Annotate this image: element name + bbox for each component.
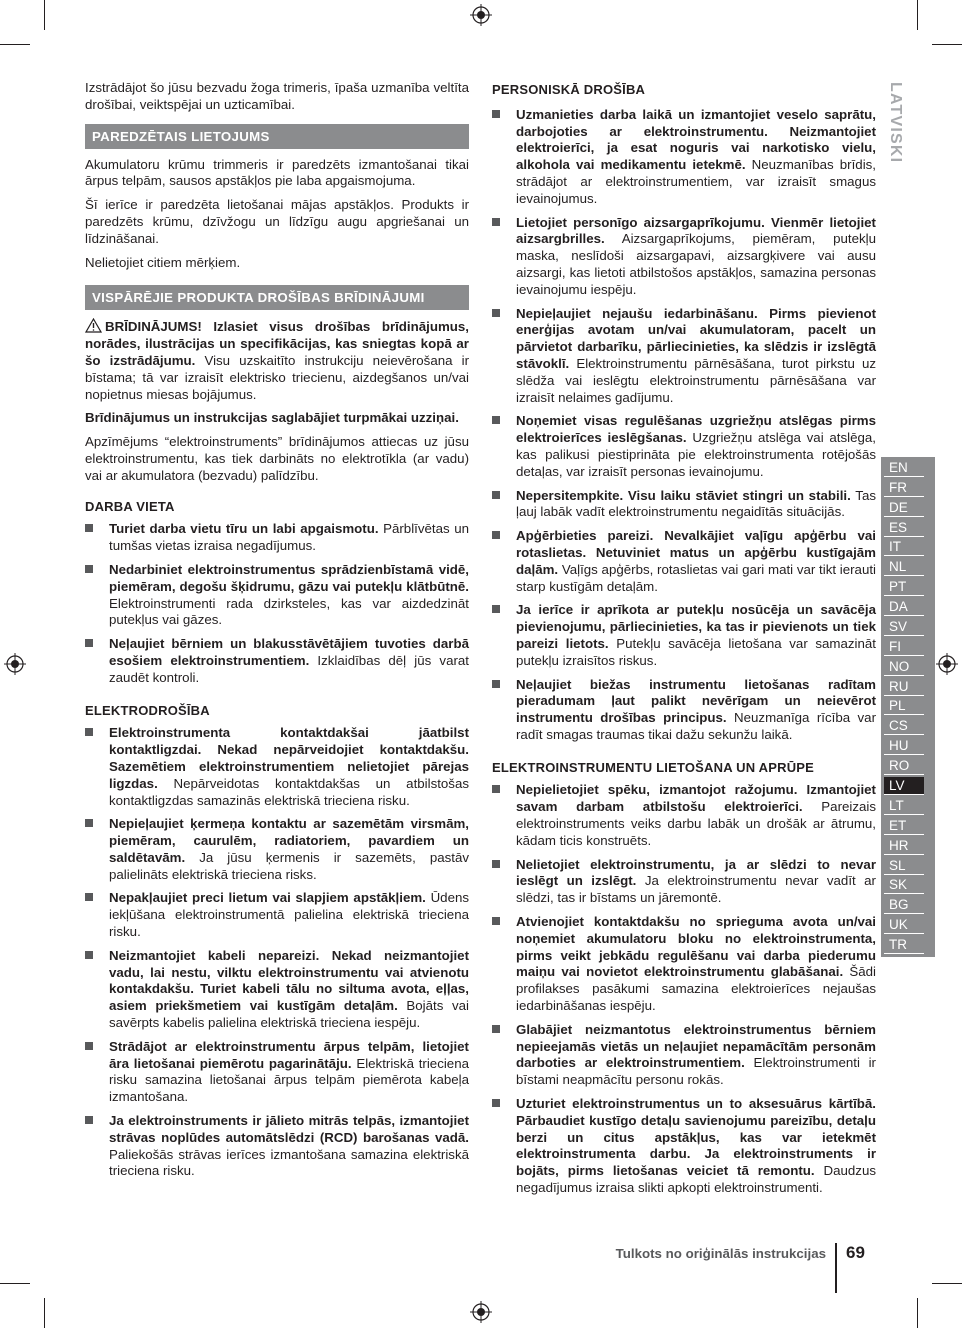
item-text: Neuzmanīga rīcība var radīt smagas traumas tikai dažu sekunžu laikā.	[516, 710, 876, 742]
item-bold: Neizmantojiet kabeli nepareizi. Nekad neizmantojiet vadu, lai nestu, vilktu elektroinstrumentu vai atvienotu kontakdakšu. Turiet kabeli tālu no siltuma avota, eļļas, asiem priekšmetiem vai kustīgām detaļām.	[109, 947, 469, 1014]
right-column	[492, 80, 876, 1204]
use-and-care-list	[492, 782, 876, 1196]
registration-mark-icon	[4, 653, 26, 675]
bullet-square-icon	[492, 917, 500, 925]
language-tab[interactable]: LT	[884, 797, 924, 815]
bullet-square-icon	[85, 728, 93, 736]
bullet-square-icon	[492, 605, 500, 613]
section-heading-personal-safety: PERSONISKĀ DROŠĪBA	[492, 82, 646, 97]
list-item	[492, 1096, 876, 1197]
item-text: Elektroinstrumentu pārnēsāšana, turot pirkstu uz slēdža vai ieslēgtu elektroinstrumentu pārnēsāšana var izraisīt nelaimes gadījumu.	[516, 355, 876, 405]
list-item	[492, 677, 876, 744]
item-text: Pārblīvētas un tumšas vietas izraisa negadījumus.	[109, 521, 469, 554]
item-bold: Atvienojiet kontaktdakšu no sprieguma avota un/vai noņemiet akumulatoru bloku no elektroinstrumenta, pirms veikt jebkādu regulēšanu vai darba piederumu maiņu vai novietot elektroinstrumentu glabāšanai.	[516, 914, 876, 980]
bullet-square-icon	[492, 860, 500, 868]
bullet-square-icon	[85, 951, 93, 959]
item-bold: Uzmanieties darba laikā un izmantojiet veselo saprātu, darbojoties ar elektroinstrumentu. Neizmantojiet elektroierīci, ja esat noguris vai narkotisko vielu, alkohola vai medikamentu ietekmē.	[516, 106, 876, 173]
item-text: Uzgriežņu atslēga vai atslēga, kas palikusi piestiprināta pie elektroinstrumenta rotējošās detaļas, var izraisīt personas ievainojumu.	[516, 430, 876, 479]
list-item	[85, 1039, 469, 1106]
language-tab[interactable]: ES	[884, 519, 924, 537]
warning-bold-text: BRĪDINĀJUMS! Izlasiet visus drošības brīdinājumus, norādes, ilustrācijas un specifikācijas, kas sniegtas kopā ar šo izstrādājumu.	[85, 319, 469, 368]
bullet-square-icon	[492, 531, 500, 539]
work-area-list	[85, 521, 469, 686]
language-tab[interactable]: FI	[884, 638, 924, 656]
item-bold: Nepieļaujiet nejaušu iedarbināšanu. Pirms pievienot enerģijas avotam un/vai akumulatoram, pacelt un pārvietot darbarīku, pārliecinieties, ka slēdzis ir izslēgtā stāvoklī.	[516, 305, 876, 371]
bullet-square-icon	[492, 491, 500, 499]
item-bold: Elektroinstrumenta kontaktdakšai jāatbilst kontaktligzdai. Nekad nepārveidojiet kontaktdakšu. Sazemētiem elektroinstrumentiem nelietojiet pārejas ligzdas.	[109, 725, 469, 791]
bullet-square-icon	[85, 1116, 93, 1124]
item-text: Paliekošās strāvas ierīces izmantošana samazina elektriskā trieciena risku.	[109, 1146, 469, 1179]
section-heading-intended-use: PAREDZĒTAIS LIETOJUMS	[85, 124, 469, 149]
item-text: Tas ļauj labāk vadīt elektroinstrumentu negaidītās situācijās.	[516, 487, 876, 520]
language-tab[interactable]: CS	[884, 717, 924, 735]
item-bold: Apģērbieties pareizi. Nevalkājiet vaļīgu apģērbu vai rotaslietas. Netuviniet matus un apģērbu kustīgajām daļām.	[516, 528, 876, 577]
item-text: Pareizais elektroinstruments veiks darbu labāk un drošāk ar ātrumu, kādam ticis konstruēts.	[516, 799, 876, 848]
bullet-square-icon	[492, 680, 500, 688]
language-tab[interactable]: BG	[884, 896, 924, 914]
list-item	[85, 636, 469, 686]
item-text: Ja elektroinstrumentu nevar vadīt ar slēdzi, tas ir bīstams un jāremontē.	[516, 873, 876, 906]
language-tab[interactable]: SK	[884, 876, 924, 894]
bullet-square-icon	[492, 110, 500, 118]
language-tab[interactable]: DE	[884, 499, 924, 517]
language-tab[interactable]: UK	[884, 916, 924, 934]
registration-mark-icon	[470, 4, 492, 26]
warning-paragraph	[85, 318, 469, 403]
language-tab[interactable]: PT	[884, 578, 924, 596]
language-tab[interactable]: SV	[884, 618, 924, 636]
bullet-square-icon	[492, 416, 500, 424]
list-item	[492, 857, 876, 907]
intended-use-paragraph: Nelietojiet citiem mērķiem.	[85, 254, 241, 270]
item-bold: Nedarbiniet elektroinstrumentus sprādzienbīstamā vidē, piemēram, degošu šķidrumu, gāzu vai putekļu klātbūtnē.	[109, 561, 469, 594]
item-bold: Neļaujiet bērniem un blakusstāvētājiem tuvoties darbā esošiem elektroinstrumentiem.	[109, 636, 469, 668]
list-item	[492, 528, 876, 595]
language-tab[interactable]: EN	[884, 459, 924, 477]
warning-triangle-icon	[85, 318, 102, 333]
intro-paragraph: Izstrādājot šo jūsu bezvadu žoga trimeris, īpaša uzmanība veltīta drošībai, veiktspējai un uzticamībai.	[85, 80, 469, 112]
item-text: Putekļu savācēja lietošana var samazināt putekļu izraisītos riskus.	[516, 635, 876, 668]
item-bold: Lietojiet personīgo aizsargaprīkojumu. Vienmēr lietojiet aizsargbrilles.	[516, 214, 876, 247]
item-bold: Nepakļaujiet preci lietum vai slapjiem apstākļiem.	[109, 890, 426, 906]
registration-mark-icon	[470, 1301, 492, 1323]
item-bold: Strādājot ar elektroinstrumentu ārpus telpām, lietojiet āra lietošanai piemērotu pagarinātāju.	[109, 1038, 469, 1071]
language-tab[interactable]: PL	[884, 697, 924, 715]
intended-use-paragraph: Akumulatoru krūmu trimmeris ir paredzēts izmantošanai tikai ārpus telpām, sausos apstākļos pie laba apgaismojuma.	[85, 156, 469, 189]
list-item	[492, 306, 876, 407]
list-item	[492, 1022, 876, 1089]
item-bold: Turiet darba vietu tīru un labi apgaismotu.	[109, 521, 379, 537]
bullet-square-icon	[85, 639, 93, 647]
crop-mark	[0, 1283, 30, 1284]
section-heading-electrical: ELEKTRODROŠĪBA	[85, 702, 210, 718]
crop-mark	[932, 1283, 962, 1284]
list-item	[85, 521, 469, 555]
bullet-square-icon	[492, 218, 500, 226]
language-side-title	[882, 80, 912, 190]
bullet-square-icon	[85, 1042, 93, 1050]
bullet-square-icon	[85, 819, 93, 827]
language-tab[interactable]: RO	[884, 757, 924, 775]
bullet-square-icon	[492, 1099, 500, 1107]
item-bold: Glabājiet neizmantotus elektroinstrumentus bērniem nepieejamās vietās un neļaujiet nepamācītām personām darboties ar elektroinstrumentiem.	[516, 1021, 876, 1071]
item-bold: Nelietojiet elektroinstrumentu, ja ar slēdzi to nevar ieslēgt un izslēgt.	[516, 856, 876, 889]
side-title-text: LATVISKI	[887, 82, 904, 164]
section-heading-general-safety: VISPĀRĒJIE PRODUKTA DROŠĪBAS BRĪDINĀJUMI	[85, 285, 469, 310]
bullet-square-icon	[85, 893, 93, 901]
crop-mark	[932, 44, 962, 45]
definition-paragraph: Apzīmējums “elektroinstruments” brīdinājumos attiecas uz jūsu elektroinstrumentu, kas tiek darbināts no elektrotīkla (ar vadu) vai ar akumulatora (bezvadu) palīdzību.	[85, 434, 469, 483]
item-text: Bojāts vai savērpts kabelis palielina elektriskā trieciena iespēju.	[109, 998, 469, 1031]
language-tab[interactable]: IT	[884, 538, 924, 556]
list-item	[85, 948, 469, 1032]
item-bold: Ja elektroinstruments ir jālieto mitrās telpās, izmantojiet strāvas noplūdes automātslēdzi (RCD) barošanas vadā.	[109, 1113, 469, 1145]
language-tab[interactable]: NL	[884, 558, 924, 576]
item-text: Ja jūsu ķermenis ir sazemēts, pastāv palielināts elektriskā trieciena risks.	[109, 849, 469, 882]
bullet-square-icon	[85, 565, 93, 573]
crop-mark	[44, 0, 45, 30]
registration-mark-icon	[936, 653, 958, 675]
item-text: Aizsargaprīkojums, piemēram, putekļu maska, neslīdoši aizsargapavi, aizsargķivere vai ausu aizsargi, kas lietoti atbilstošos apstākļos, samazina personas ievainojumu iespēju.	[516, 231, 876, 297]
list-item	[492, 215, 876, 299]
list-item	[85, 816, 469, 883]
item-bold: Ja ierīce ir aprīkota ar putekļu nosūcēja un savācēja pievienojumu, pārliecinieties, ka tas ir pievienots un tiek pareizi lietots.	[516, 602, 876, 651]
item-bold: Uzturiet elektroinstrumentus un to aksesuārus kārtībā. Pārbaudiet kustīgo detaļu savienojumu pareizību, detaļu berzi un citus apstākļus, kas var ietekmēt elektroinstrumenta darbu. Ja elektroinstruments ir bojāts, pirms lietošanas veiciet tā remontu.	[516, 1096, 876, 1179]
crop-mark	[917, 0, 918, 30]
list-item	[492, 488, 876, 522]
item-text: Elektroinstrumenti ir bīstami neapmācītu personu rokās.	[516, 1055, 876, 1088]
item-text: Vaļīgs apģērbs, rotaslietas vai gari mati var tikt ierauti starp kustīgām detaļām.	[516, 561, 876, 594]
footer-translation-note: Tulkots no oriģinālās instrukcijas	[615, 1246, 826, 1261]
item-text: Neuzmanības brīdis, strādājot ar elektroinstrumentiem, var izraisīt smagus ievainojumus.	[516, 157, 876, 206]
language-tab[interactable]: ET	[884, 817, 924, 835]
list-item	[492, 602, 876, 669]
warning-text: Visu uzskaitīto instrukciju neievērošana ir bīstama; tā var izraisīt elektrisko triecienu, aizdegšanos un/vai nopietnus miesas bojājumus.	[85, 352, 470, 402]
bullet-square-icon	[492, 1025, 500, 1033]
bullet-square-icon	[492, 309, 500, 317]
item-text: Šādi profilakses pasākumi samazina elektroierīces nejaušas iedarbināšanas iespēju.	[516, 964, 877, 1014]
footer-divider	[835, 1243, 837, 1293]
item-bold: Nepersitempkite. Visu laiku stāviet stingri un stabili.	[516, 487, 851, 503]
left-column	[85, 80, 469, 1187]
list-item	[85, 562, 469, 629]
language-tab[interactable]: HR	[884, 837, 924, 855]
list-item	[492, 107, 876, 208]
intended-use-paragraph: Šī ierīce ir paredzēta lietošanai mājas apstākļos. Produkts ir paredzēts krūmu, dzīvžogu un līdzīgu augu apgriešanai un līdzināšanai.	[85, 197, 469, 246]
list-item	[85, 1113, 469, 1180]
list-item	[492, 413, 876, 480]
crop-mark	[44, 1298, 45, 1328]
item-text: Ūdens iekļūšana elektroinstrumentā palielina elektriskā trieciena risku.	[109, 890, 470, 940]
bullet-square-icon	[492, 785, 500, 793]
crop-mark	[0, 44, 30, 45]
item-text: Daudzus negadījumus izraisa slikti apkopti elektroinstrumenti.	[516, 1163, 876, 1196]
electrical-list	[85, 725, 469, 1180]
item-text: Nepārveidotas kontaktdakšas un atbilstošas kontaktligzdas samazinās elektriskā trieciena risku.	[109, 775, 469, 808]
bullet-square-icon	[85, 524, 93, 532]
page-number: 69	[846, 1243, 865, 1262]
section-heading-work-area: DARBA VIETA	[85, 498, 175, 514]
item-bold: Nepieļaujiet ķermeņa kontaktu ar sazemētām virsmām, piemēram, caurulēm, radiatoriem, pavardiem un saldētavām.	[109, 816, 469, 865]
list-item	[85, 725, 469, 809]
language-tab[interactable]: HU	[884, 737, 924, 755]
item-text: Elektroinstrumenti rada dzirksteles, kas var aizdedzināt putekļus vai gāzes.	[109, 595, 469, 628]
item-text: Izklaidības dēļ jūs varat zaudēt kontroli.	[109, 652, 469, 685]
list-item	[492, 914, 876, 1015]
section-heading-use-and-care: ELEKTROINSTRUMENTU LIETOŠANA UN APRŪPE	[492, 759, 815, 775]
language-tab[interactable]: DA	[884, 598, 924, 616]
item-bold: Noņemiet visas regulēšanas uzgriežņu atslēgas pirms elektroierīces ieslēgšanas.	[516, 413, 876, 446]
language-tab[interactable]: FR	[884, 479, 924, 497]
language-tab[interactable]: TR	[884, 936, 924, 954]
item-bold: Nepielietojiet spēku, izmantojot ražojumu. Izmantojiet savam darbam atbilstošu elektroierīci.	[516, 782, 876, 815]
list-item	[492, 782, 876, 849]
item-bold: Neļaujiet biežas instrumentu lietošanas radītam pieradumam ļaut palikt nevērīgam un neievērot instrumentu drošības principus.	[516, 676, 876, 726]
crop-mark	[917, 1298, 918, 1328]
language-tab[interactable]: SL	[884, 857, 924, 875]
personal-safety-list	[492, 107, 876, 744]
list-item	[85, 890, 469, 940]
language-tab[interactable]: NO	[884, 658, 924, 676]
save-note: Brīdinājumus un instrukcijas saglabājiet turpmākai uzziņai.	[85, 410, 459, 426]
language-tab-active[interactable]: LV	[884, 777, 924, 795]
item-text: Elektriskā trieciena risku samazina lietošanai ārpus telpām piemērota kabeļa izmantošana.	[109, 1055, 469, 1105]
language-tab[interactable]: RU	[884, 678, 924, 696]
